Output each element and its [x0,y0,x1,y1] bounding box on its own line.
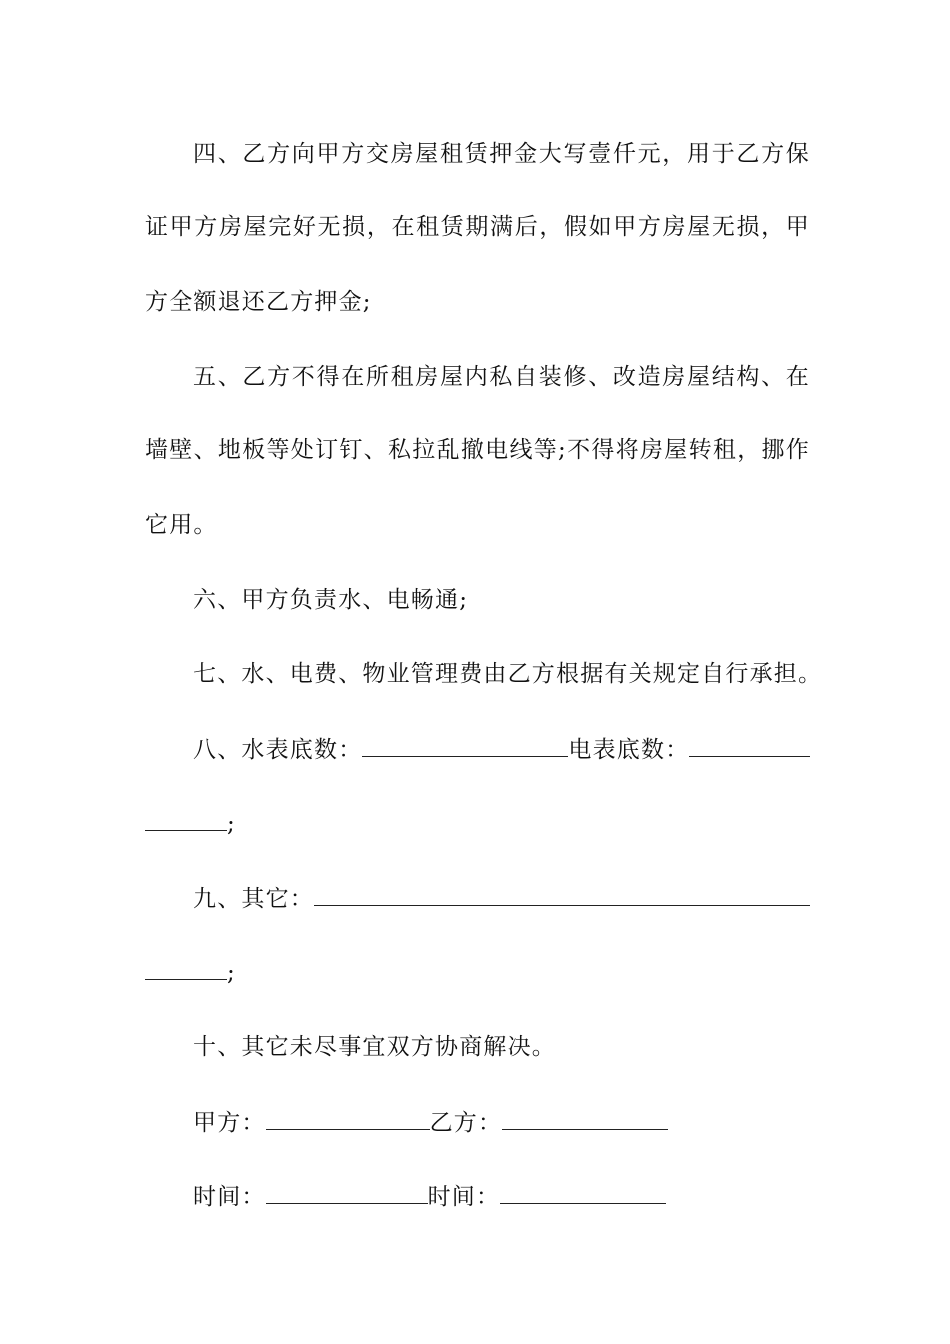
party-a-blank[interactable] [266,1105,430,1130]
clause-9-line-1 [193,881,810,915]
time-a-blank[interactable] [266,1179,428,1204]
clause-6: 六、甲方负责水、电畅通; [193,587,469,613]
clause-9-end-punct: ; [227,960,236,986]
clause-8-line-2 [145,806,810,840]
clause-8-line-1 [193,732,810,766]
clause-4-line-2: 证甲方房屋完好无损，在租赁期满后，假如甲方房屋无损，甲 [145,214,810,240]
signature-row [193,1105,810,1139]
clause-5-line-1: 五、乙方不得在所租房屋内私自装修、改造房屋结构、在 [193,364,810,390]
clause-9-line-2 [145,955,810,989]
clause-4-line-1: 四、乙方向甲方交房屋租赁押金大写壹仟元，用于乙方保 [193,141,810,167]
other-blank[interactable] [314,881,810,906]
party-b-blank[interactable] [502,1105,668,1130]
other-label: 九、其它： [193,886,314,912]
other-blank-continued[interactable] [145,955,227,980]
water-meter-blank[interactable] [362,732,568,757]
water-meter-label: 八、水表底数： [193,737,363,763]
clause-10: 十、其它未尽事宜双方协商解决。 [193,1034,556,1060]
time-b-blank[interactable] [500,1179,666,1204]
clause-8-end-punct: ; [227,811,236,837]
party-a-label: 甲方： [193,1110,266,1136]
clause-5-line-2: 墙壁、地板等处订钉、私拉乱撤电线等;不得将房屋转租，挪作 [145,437,810,463]
clause-5-line-3: 它用。 [145,512,218,538]
electric-meter-blank[interactable] [689,732,810,757]
electric-meter-label: 电表底数： [568,737,690,763]
electric-meter-blank-continued[interactable] [145,806,227,831]
time-a-label: 时间： [193,1184,266,1210]
time-b-label: 时间： [427,1184,501,1210]
clause-7: 七、水、电费、物业管理费由乙方根据有关规定自行承担。 [193,661,823,687]
clause-4-line-3: 方全额退还乙方押金; [145,289,372,315]
party-b-label: 乙方： [429,1110,503,1136]
date-row [193,1179,810,1213]
